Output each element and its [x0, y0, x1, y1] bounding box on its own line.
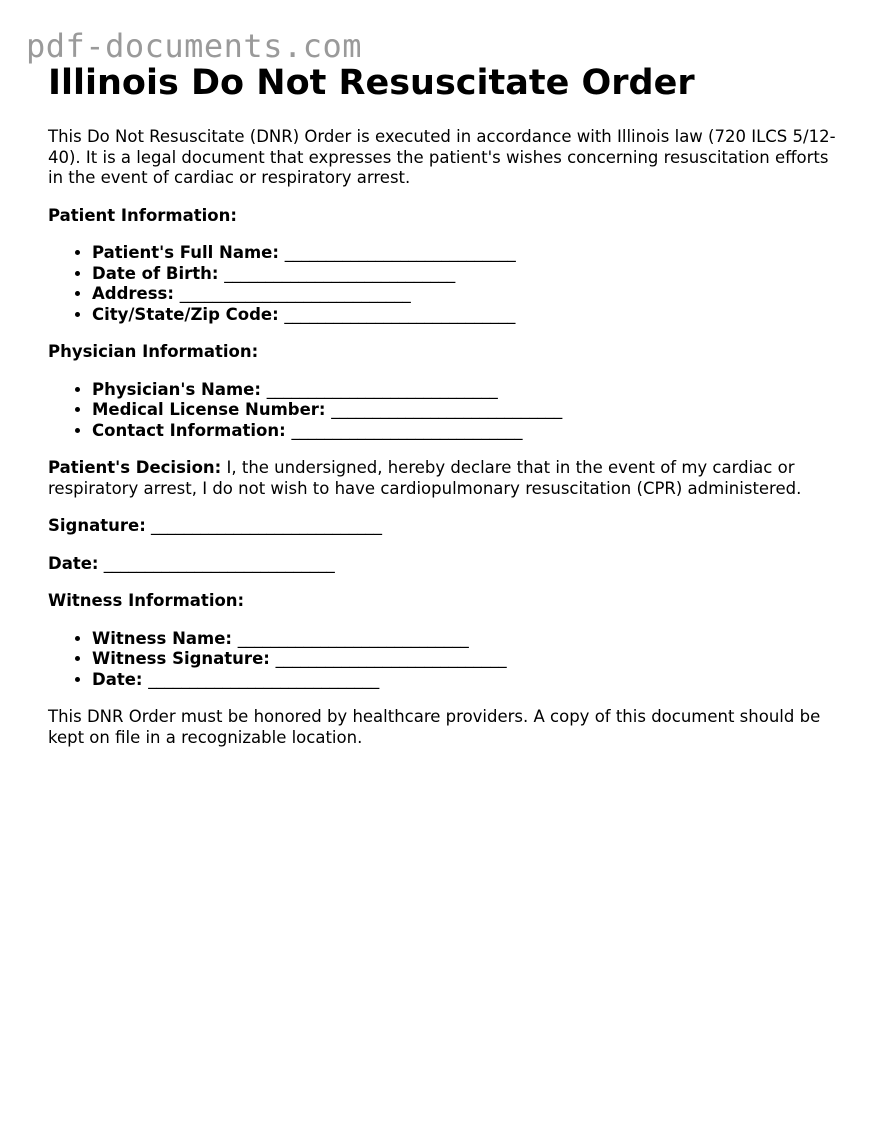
physician-name-field: [92, 380, 848, 401]
intro-paragraph: This Do Not Resuscitate (DNR) Order is executed in accordance with Illinois law (720 ILCS 5/12-40). It is a legal document that expresses the patient's wishes concerning resuscitation efforts in the event of cardiac or respiratory arrest.: [48, 127, 836, 187]
blank-line: ____________________________: [148, 669, 380, 689]
document-page: [48, 60, 848, 748]
blank-line: ____________________________: [284, 304, 516, 324]
witness-info-heading: Witness Information:: [48, 591, 245, 610]
physician-info-list: [48, 380, 848, 442]
patient-info-list: [48, 243, 848, 325]
patient-full-name-field: [92, 243, 848, 264]
blank-line: ____________________________: [151, 516, 383, 535]
witness-info-list: [48, 629, 848, 691]
watermark: pdf-documents.com: [26, 27, 363, 65]
blank-line: ____________________________: [275, 649, 507, 668]
field-label: Medical License Number:: [92, 400, 326, 419]
page-title: Illinois Do Not Resuscitate Order: [48, 63, 695, 103]
signature-field: [48, 516, 848, 537]
patient-decision-paragraph: [48, 458, 848, 499]
field-label: City/State/Zip Code:: [92, 304, 279, 324]
field-label: Date:: [92, 669, 143, 689]
field-label: Patient's Full Name:: [92, 243, 279, 262]
blank-line: ____________________________: [266, 379, 498, 399]
field-label: Witness Signature:: [92, 649, 270, 668]
field-label: Date:: [48, 553, 99, 573]
date-of-birth-field: [92, 264, 848, 285]
blank-line: ____________________________: [103, 553, 335, 573]
blank-line: ____________________________: [284, 243, 516, 262]
blank-line: ____________________________: [331, 400, 563, 419]
decision-text: I, the undersigned, hereby declare that in the event of my cardiac or respiratory arrest, I do not wish to have cardiopulmonary resuscitation (CPR) administered.: [48, 458, 802, 498]
blank-line: ____________________________: [224, 263, 456, 283]
field-label: Date of Birth:: [92, 263, 219, 283]
patient-info-heading: Patient Information:: [48, 205, 237, 225]
physician-info-heading: Physician Information:: [48, 342, 259, 361]
field-label: Address:: [92, 284, 174, 303]
address-field: [92, 284, 848, 305]
city-state-zip-field: [92, 305, 848, 326]
field-label: Signature:: [48, 516, 146, 535]
field-label: Physician's Name:: [92, 379, 261, 399]
decision-label: Patient's Decision:: [48, 458, 222, 477]
witness-date-field: [92, 670, 848, 691]
date-field: [48, 554, 848, 575]
field-label: Witness Name:: [92, 628, 232, 648]
field-label: Contact Information:: [92, 420, 286, 440]
blank-line: ____________________________: [291, 420, 523, 440]
witness-name-field: [92, 629, 848, 650]
blank-line: ____________________________: [237, 628, 469, 648]
medical-license-number-field: [92, 400, 848, 421]
blank-line: ____________________________: [179, 284, 411, 303]
closing-paragraph: This DNR Order must be honored by healthcare providers. A copy of this document should be kept on file in a recognizable location.: [48, 707, 821, 747]
witness-signature-field: [92, 649, 848, 670]
contact-information-field: [92, 421, 848, 442]
